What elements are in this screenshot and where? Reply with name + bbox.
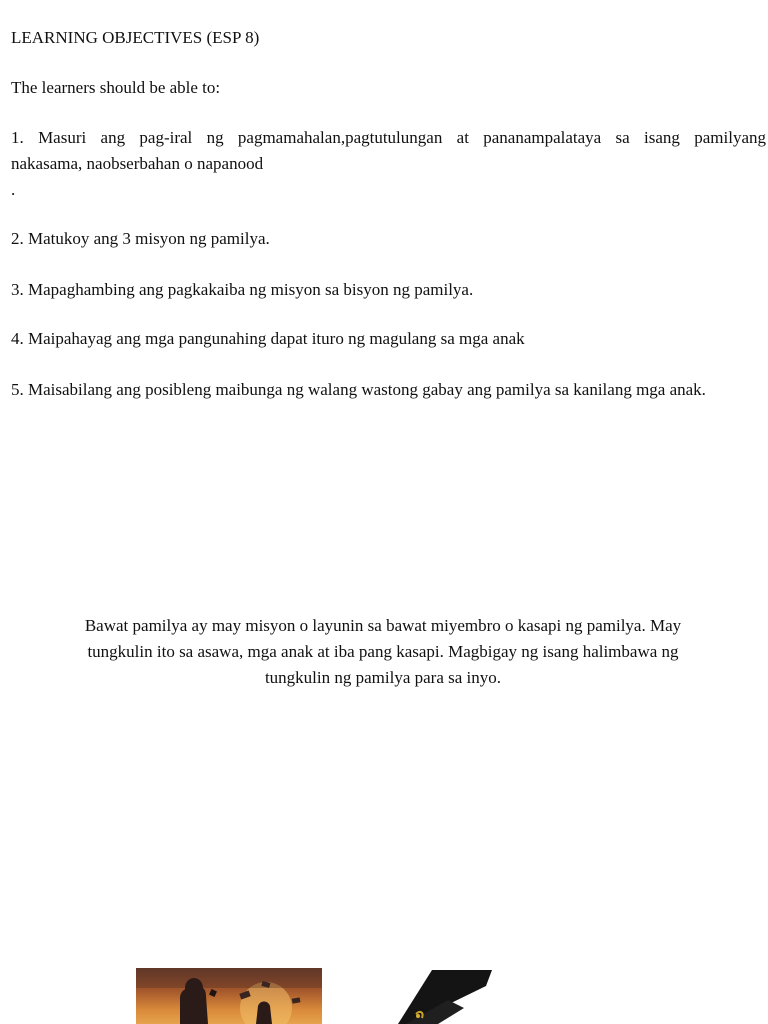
- prompt-line-1: Bawat pamilya ay may misyon o layunin sa bawat miyembro o kasapi ng pamilya. May: [84, 616, 682, 635]
- intro-text: The learners should be able to:: [11, 78, 221, 97]
- objective-4: 4. Maipahayag ang mga pangunahing dapat ituro ng magulang sa mga anak: [11, 329, 525, 348]
- prompt-line-3: tungkulin ng pamilya para sa inyo.: [264, 668, 502, 687]
- objective-1-line-1: 1. Masuri ang pag-iral ng pagmamahalan,pagtutulungan at pananampalataya sa isang pamilyang: [11, 128, 766, 147]
- objective-1-line-2: nakasama, naobserbahan o napanood: [11, 154, 264, 173]
- document-heading: LEARNING OBJECTIVES (ESP 8): [11, 28, 260, 47]
- stray-period: .: [11, 180, 16, 199]
- objective-2: 2. Matukoy ang 3 misyon ng pamilya.: [11, 229, 270, 248]
- graduation-cap-photo: [368, 968, 536, 1024]
- objective-5: 5. Maisabilang ang posibleng maibunga ng walang wastong gabay ang pamilya sa kanilang mga anak.: [11, 380, 706, 399]
- objective-3: 3. Mapaghambing ang pagkakaiba ng misyon sa bisyon ng pamilya.: [11, 280, 474, 299]
- objective-1: [11, 125, 766, 177]
- activity-prompt: [55, 613, 711, 691]
- prompt-line-2: tungkulin ito sa asawa, mga anak at iba pang kasapi. Magbigay ng isang halimbawa ng: [87, 642, 679, 661]
- graduation-silhouette-photo: [136, 968, 322, 1024]
